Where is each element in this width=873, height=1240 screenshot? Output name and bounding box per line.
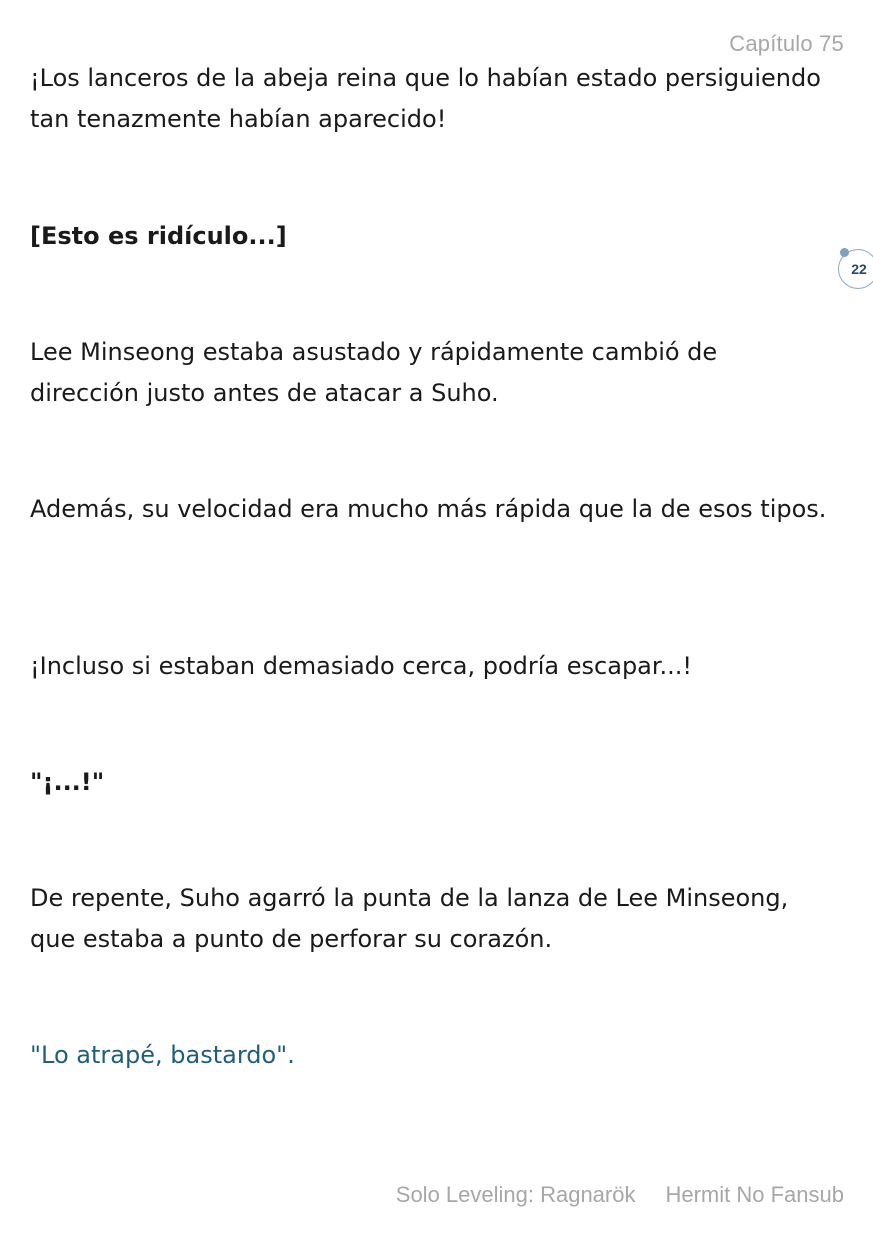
- paragraph-7: De repente, Suho agarró la punta de la lanza de Lee Minseong, que estaba a punto de perforar su corazón.: [30, 884, 789, 953]
- paragraph-4: Además, su velocidad era mucho más rápida que la de esos tipos.: [30, 495, 827, 523]
- page-number-badge[interactable]: [838, 249, 873, 289]
- paragraph-1: ¡Los lanceros de la abeja reina que lo habían estado persiguiendo tan tenazmente habían aparecido!: [30, 64, 821, 133]
- paragraph-6-exclamation: "¡...!": [30, 768, 105, 796]
- footer-translator: Hermit No Fansub: [665, 1182, 844, 1207]
- paragraph-3: Lee Minseong estaba asustado y rápidamente cambió de dirección justo antes de atacar a Suho.: [30, 338, 718, 407]
- page-number: 22: [851, 261, 867, 277]
- page-footer: [396, 1182, 844, 1208]
- paragraph-2-system-message: [Esto es ridículo...]: [30, 222, 287, 250]
- badge-dot-icon: [840, 248, 849, 257]
- chapter-header: Capítulo 75: [729, 31, 844, 56]
- footer-book-title: Solo Leveling: Ragnarök: [395, 1182, 636, 1207]
- paragraph-8-dialogue: "Lo atrapé, bastardo".: [30, 1041, 295, 1069]
- paragraph-5: ¡Incluso si estaban demasiado cerca, podría escapar...!: [30, 652, 693, 680]
